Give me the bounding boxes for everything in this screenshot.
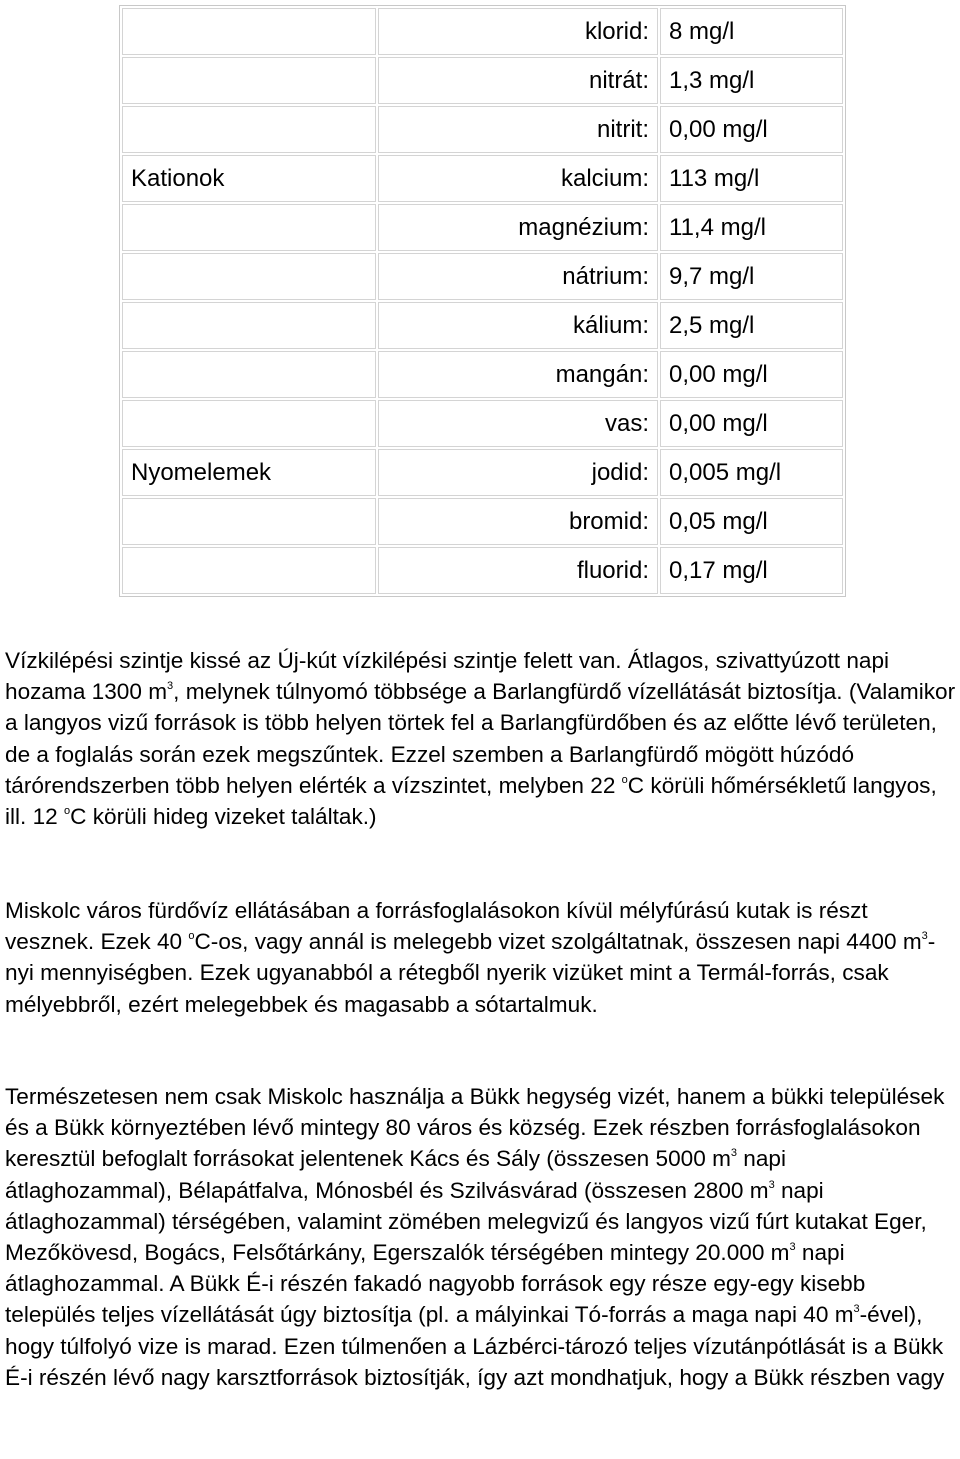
group-label [122, 351, 376, 398]
ion-table-body [122, 8, 843, 594]
table-row [122, 106, 843, 153]
ion-name: klorid: [378, 8, 658, 55]
ion-value: 0,00 mg/l [660, 106, 843, 153]
group-label: Kationok [122, 155, 376, 202]
ion-value: 2,5 mg/l [660, 302, 843, 349]
superscript: 3 [768, 1178, 775, 1191]
ion-name: kálium: [378, 302, 658, 349]
paragraph-3-text-1: Természetesen nem csak Miskolc használja a Bükk hegység vizét, hanem a bükki települések és a Bükk környeztében lévő mintegy 80 város és község. Ezek részben forrásfoglalásokon keresztül befoglalt forrásokat jelentenek Kács és Sály (összesen 5000 m [5, 1084, 945, 1172]
ion-value: 0,00 mg/l [660, 351, 843, 398]
group-label [122, 400, 376, 447]
table-row [122, 8, 843, 55]
group-label [122, 57, 376, 104]
degree-superscript: o [64, 805, 71, 818]
table-row [122, 57, 843, 104]
paragraph-3-text-3: napi átlaghozammal) térségében, valamint zömében melegvizű és langyos vizű fúrt kutakat Eger, Mezőkövesd, Bogács, Felsőtárkány, Egerszalók térségében mintegy 20.000 m [5, 1177, 927, 1266]
table-row [122, 547, 843, 594]
superscript: 3 [853, 1303, 860, 1316]
paragraph-1-text-3: C körüli hőmérsékletű langyos, ill. 12 [5, 772, 937, 830]
paragraph-water-level [5, 645, 957, 832]
ion-value: 11,4 mg/l [660, 204, 843, 251]
ion-value: 8 mg/l [660, 8, 843, 55]
group-label [122, 498, 376, 545]
paragraph-1-text-1: Vízkilépési szintje kissé az Új-kút vízkilépési szintje felett van. Átlagos, szivattyúzott napi hozama 1300 m [5, 648, 890, 705]
degree-superscript: o [621, 773, 628, 786]
superscript: 3 [921, 930, 928, 943]
group-label [122, 253, 376, 300]
ion-value: 0,05 mg/l [660, 498, 843, 545]
degree-superscript: o [188, 930, 195, 943]
ion-name: bromid: [378, 498, 658, 545]
table-row [122, 449, 843, 496]
paragraph-bukk-settlements [5, 1081, 957, 1393]
ion-name: fluorid: [378, 547, 658, 594]
ion-value: 9,7 mg/l [660, 253, 843, 300]
superscript: 3 [167, 680, 174, 693]
paragraph-3-text-4: napi átlaghozammal. A Bükk É-i részén fakadó nagyobb források egy része egy-egy kisebb település teljes vízellátását úgy biztosítja (pl. a mályinkai Tó-forrás a maga napi 40 m [5, 1240, 866, 1328]
ion-value: 113 mg/l [660, 155, 843, 202]
ion-value: 1,3 mg/l [660, 57, 843, 104]
table-row [122, 302, 843, 349]
paragraph-2-text-1: Miskolc város fürdővíz ellátásában a forrásfoglalásokon kívül mélyfúrású kutak is részt vesznek. Ezek 40 [5, 898, 868, 955]
ion-value: 0,00 mg/l [660, 400, 843, 447]
group-label [122, 8, 376, 55]
ion-name: nátrium: [378, 253, 658, 300]
superscript: 3 [730, 1147, 738, 1160]
ion-name: jodid: [378, 449, 658, 496]
ion-value: 0,17 mg/l [660, 547, 843, 594]
table-row [122, 400, 843, 447]
paragraph-2-text-3: -nyi mennyiségben. Ezek ugyanabból a rétegből nyerik vizüket mint a Termál-forrás, csak mélyebbről, ezért melegebbek és magasabb a sótartalmuk. [5, 929, 936, 1017]
group-label [122, 547, 376, 594]
paragraph-2-text-2: C-os, vagy annál is melegebb vizet szolgáltatnak, összesen napi 4400 m [194, 929, 922, 955]
ion-name: nitrát: [378, 57, 658, 104]
table-row [122, 155, 843, 202]
table-row [122, 351, 843, 398]
superscript: 3 [789, 1241, 796, 1254]
group-label [122, 302, 376, 349]
paragraph-3-text-2: napi átlaghozammal), Bélapátfalva, Mónosbél és Szilvásvárad (összesen 2800 m [5, 1146, 787, 1203]
paragraph-3-text-5: -ével), hogy túlfolyó vize is marad. Ezen túlmenően a Lázbérci-tározó teljes vízutánpótlását is a Bükk É-i részén lévő nagy karsztforrások biztosítják, így azt mondhatjuk, hogy a Bükk részben vagy [5, 1302, 945, 1390]
group-label [122, 106, 376, 153]
ion-name: mangán: [378, 351, 658, 398]
ion-name: kalcium: [378, 155, 658, 202]
group-label [122, 204, 376, 251]
ion-value: 0,005 mg/l [660, 449, 843, 496]
table-row [122, 253, 843, 300]
paragraph-1-text-4: C körüli hideg vizeket találtak.) [70, 804, 377, 830]
ion-name: vas: [378, 400, 658, 447]
paragraph-1-text-2: , melynek túlnyomó többsége a Barlangfürdő vízellátását biztosítja. (Valamikor a langyos vizű források is több helyen törtek fel a Barlangfürdőben és az előtte lévő területen, de a foglalás során ezek megszűntek. Ezzel szemben a Barlangfürdő mögött húzódó tárórendszerben több helyen elérték a vízszintet, melyben 22 [5, 679, 956, 798]
table-row [122, 204, 843, 251]
paragraph-bath-water [5, 895, 957, 1020]
ion-concentration-table [119, 5, 846, 597]
ion-name: nitrit: [378, 106, 658, 153]
ion-name: magnézium: [378, 204, 658, 251]
group-label: Nyomelemek [122, 449, 376, 496]
table-row [122, 498, 843, 545]
